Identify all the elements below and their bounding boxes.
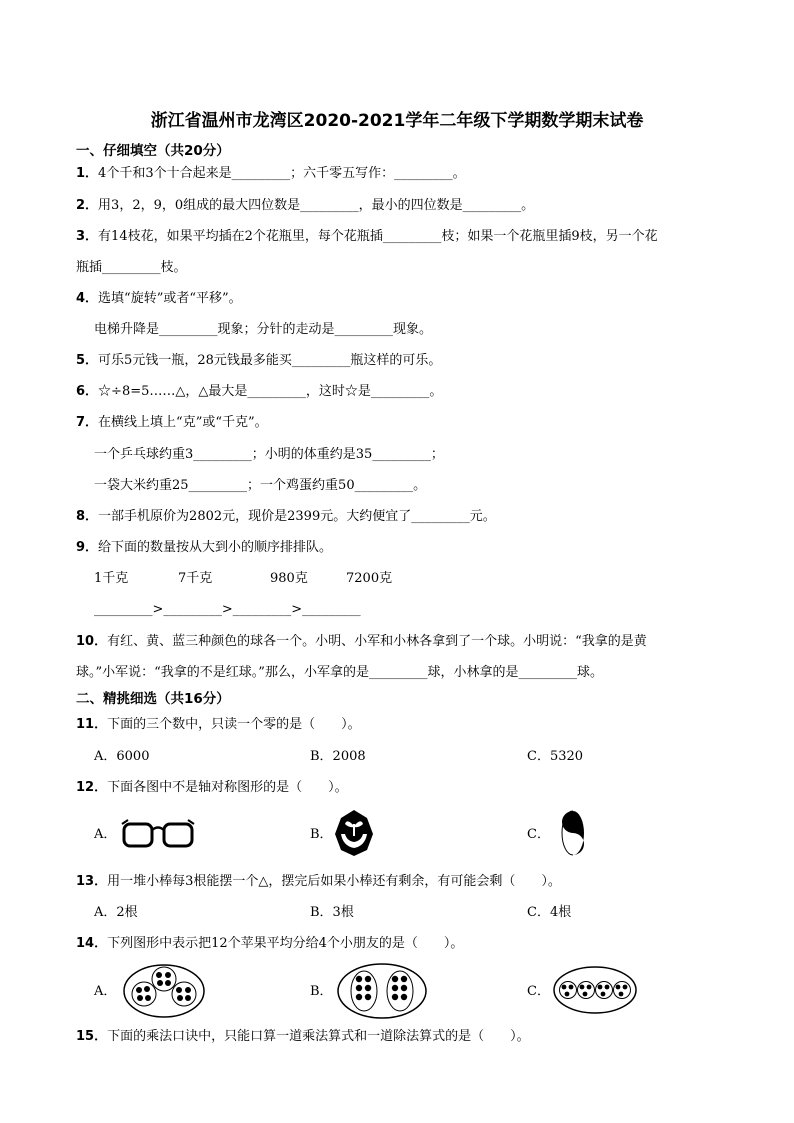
question-number: 13． <box>76 874 108 889</box>
quantity-item: 7200克 <box>346 571 393 586</box>
option-b[interactable]: B．2008 <box>310 749 366 764</box>
question-6 <box>76 383 442 401</box>
question-text: 下列图形中表示把12个苹果平均分给4个小朋友的是（ ）。 <box>107 936 464 951</box>
question-4 <box>76 290 242 308</box>
yin-yang-icon <box>556 808 590 862</box>
apples-three-groups-icon <box>122 962 206 1024</box>
question-text: 在横线上填上“克”或“千克”。 <box>98 415 268 430</box>
question-number: 4． <box>76 291 99 306</box>
question-3 <box>76 228 658 246</box>
question-text: 一部手机原价为2802元，现价是2399元。大约便宜了_________元。 <box>98 509 496 524</box>
quantity-item: 7千克 <box>178 571 213 586</box>
quantity-item: 1千克 <box>94 571 129 586</box>
question-7 <box>76 414 268 432</box>
apples-four-groups-icon <box>552 964 638 1020</box>
option-a[interactable]: A． <box>94 984 117 999</box>
question-number: 2． <box>76 198 99 213</box>
quantity-item: 980克 <box>270 571 308 586</box>
page-title: 浙江省温州市龙湾区2020-2021学年二年级下学期数学期末试卷 <box>150 111 644 131</box>
question-number: 9． <box>76 540 99 555</box>
question-7-line-3: 一袋大米约重25_________；一个鸡蛋约重50_________。 <box>94 478 427 493</box>
question-number: 1． <box>76 166 99 181</box>
question-text: 可乐5元钱一瓶，28元钱最多能买_________瓶这样的可乐。 <box>98 353 442 368</box>
question-15 <box>76 1028 530 1046</box>
question-5 <box>76 352 441 370</box>
question-10 <box>76 633 647 651</box>
apples-two-groups-icon <box>336 962 428 1024</box>
question-number: 7． <box>76 415 99 430</box>
question-8 <box>76 508 496 526</box>
question-13 <box>76 873 561 891</box>
option-c[interactable]: C．5320 <box>527 749 584 764</box>
question-text: 下面各图中不是轴对称图形的是（ ）。 <box>107 780 348 795</box>
question-text: 有红、黄、蓝三种颜色的球各一个。小明、小军和小林各拿到了一个球。小明说：“我拿的是黄 <box>107 634 647 649</box>
question-number: 3． <box>76 229 99 244</box>
question-number: 8． <box>76 509 99 524</box>
option-b[interactable]: B．3根 <box>310 905 354 920</box>
glasses-icon <box>118 814 198 858</box>
ordering-blanks: _________>_________>_________>_________ <box>94 602 361 617</box>
option-c[interactable]: C． <box>527 827 550 842</box>
question-text: 用一堆小棒每3根能摆一个△，摆完后如果小棒还有剩余，有可能会剩（ ）。 <box>107 874 561 889</box>
option-b[interactable]: B． <box>310 827 333 842</box>
option-b[interactable]: B． <box>310 984 333 999</box>
question-text: 有14枝花，如果平均插在2个花瓶里，每个花瓶插_________枝；如果一个花瓶里插9枝，另一个花 <box>98 229 658 244</box>
option-a[interactable]: A．2根 <box>94 905 138 920</box>
question-9 <box>76 539 332 557</box>
question-number: 10． <box>76 634 108 649</box>
question-text: 下面的三个数中，只读一个零的是（ ）。 <box>107 717 361 732</box>
question-number: 5． <box>76 353 99 368</box>
option-a[interactable]: A． <box>94 827 117 842</box>
question-number: 11． <box>76 717 108 732</box>
option-c[interactable]: C．4根 <box>527 905 572 920</box>
question-11 <box>76 716 361 734</box>
question-7-line-2: 一个乒乓球约重3_________；小明的体重约是35_________； <box>94 447 444 462</box>
question-text: 用3，2，9，0组成的最大四位数是_________，最小的四位数是_________。 <box>98 198 535 213</box>
question-2 <box>76 197 534 215</box>
question-14 <box>76 935 463 953</box>
question-4-blanks: 电梯升降是_________现象；分针的走动是_________现象。 <box>94 322 433 337</box>
question-number: 15． <box>76 1029 108 1044</box>
option-a[interactable]: A．6000 <box>94 749 150 764</box>
question-text: 下面的乘法口诀中，只能口算一道乘法算式和一道除法算式的是（ ）。 <box>107 1029 530 1044</box>
question-text: ☆÷8=5……△，△最大是_________，这时☆是_________。 <box>98 384 443 399</box>
question-3-continued: 瓶插_________枝。 <box>76 260 187 275</box>
section-heading-choice: 二、精挑细选（共16分） <box>76 691 230 707</box>
question-10-continued: 球。”小军说：“我拿的不是红球。”那么，小军拿的是_________球，小林拿的是_________球。 <box>76 665 603 680</box>
question-number: 14． <box>76 936 108 951</box>
question-1 <box>76 165 466 183</box>
question-number: 12． <box>76 780 108 795</box>
hands-plant-emblem-icon <box>333 808 375 862</box>
section-heading-fill: 一、仔细填空（共20分） <box>76 143 230 159</box>
question-text: 选填“旋转”或者“平移”。 <box>98 291 242 306</box>
question-number: 6． <box>76 384 99 399</box>
question-12 <box>76 779 348 797</box>
question-text: 4个千和3个十合起来是_________；六千零五写作：_________。 <box>98 166 466 181</box>
option-c[interactable]: C． <box>527 984 550 999</box>
question-text: 给下面的数量按从大到小的顺序排排队。 <box>98 540 333 555</box>
